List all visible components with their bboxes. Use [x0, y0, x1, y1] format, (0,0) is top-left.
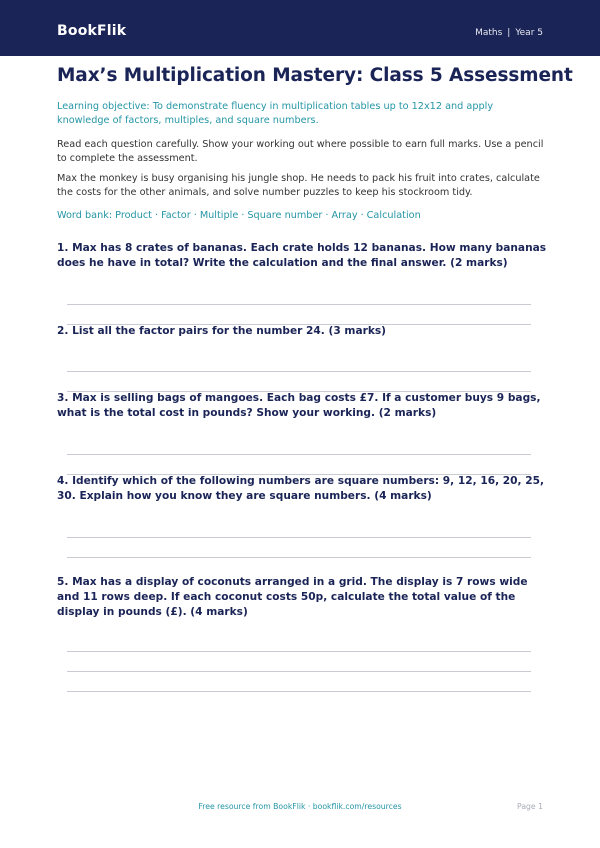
- answer-line[interactable]: [67, 557, 531, 558]
- page-number: Page 1: [517, 802, 543, 811]
- instructions-paragraph: Read each question carefully. Show your working out where possible to earn full marks. Use a pencil to complete the assessment.: [57, 139, 544, 164]
- page-title: Max’s Multiplication Mastery: Class 5 Assessment: [57, 65, 573, 86]
- answer-line[interactable]: [67, 671, 531, 672]
- word-bank-separator: ·: [154, 210, 159, 221]
- answer-line[interactable]: [67, 651, 531, 652]
- subject-label: Maths: [475, 28, 503, 38]
- meta-separator: |: [507, 28, 511, 38]
- brand-logo: BookFlik: [57, 23, 127, 39]
- question-1: 1. Max has 8 crates of bananas. Each crate holds 12 bananas. How many bananas does he have in total? Write the calculation and the final answer. (2 marks): [57, 242, 547, 269]
- word-bank-item: Product: [115, 210, 152, 221]
- answer-line[interactable]: [67, 371, 531, 372]
- word-bank: [57, 210, 421, 221]
- word-bank-item: Square number: [247, 210, 323, 221]
- word-bank-separator: ·: [193, 210, 197, 221]
- word-bank-label: Word bank:: [57, 210, 113, 221]
- header-meta: [475, 28, 543, 38]
- page-header: [0, 0, 600, 56]
- answer-line[interactable]: [67, 691, 531, 692]
- word-bank-item: Calculation: [366, 210, 421, 221]
- story-paragraph: Max the monkey is busy organising his jungle shop. He needs to pack his fruit into crates, calculate the costs for the other animals, and solve number puzzles to keep his stockroom tidy.: [57, 173, 540, 198]
- word-bank-item: Factor: [161, 210, 191, 221]
- question-4: 4. Identify which of the following numbers are square numbers: 9, 12, 16, 20, 25, 30. Explain how you know they are square numbers. (4 marks): [57, 475, 545, 502]
- year-label: Year 5: [515, 28, 543, 38]
- answer-line[interactable]: [67, 537, 531, 538]
- word-bank-separator: ·: [241, 210, 245, 221]
- question-5: 5. Max has a display of coconuts arranged in a grid. The display is 7 rows wide and 11 rows deep. If each coconut costs 50p, calculate the total value of the display in pounds (£). (4 marks): [57, 576, 528, 618]
- word-bank-item: Array: [331, 210, 358, 221]
- word-bank-item: Multiple: [199, 210, 239, 221]
- learning-objective: Learning objective: To demonstrate fluency in multiplication tables up to 12x12 and apply knowledge of factors, multiples, and square numbers.: [57, 101, 494, 126]
- word-bank-separator: ·: [325, 210, 329, 221]
- question-3: 3. Max is selling bags of mangoes. Each bag costs £7. If a customer buys 9 bags, what is the total cost in pounds? Show your working. (2 marks): [57, 392, 541, 419]
- question-2: 2. List all the factor pairs for the number 24. (3 marks): [57, 325, 387, 337]
- answer-line[interactable]: [67, 454, 531, 455]
- answer-line[interactable]: [67, 304, 531, 305]
- word-bank-separator: ·: [360, 210, 364, 221]
- footer-credit: Free resource from BookFlik · bookflik.com/resources: [198, 802, 402, 811]
